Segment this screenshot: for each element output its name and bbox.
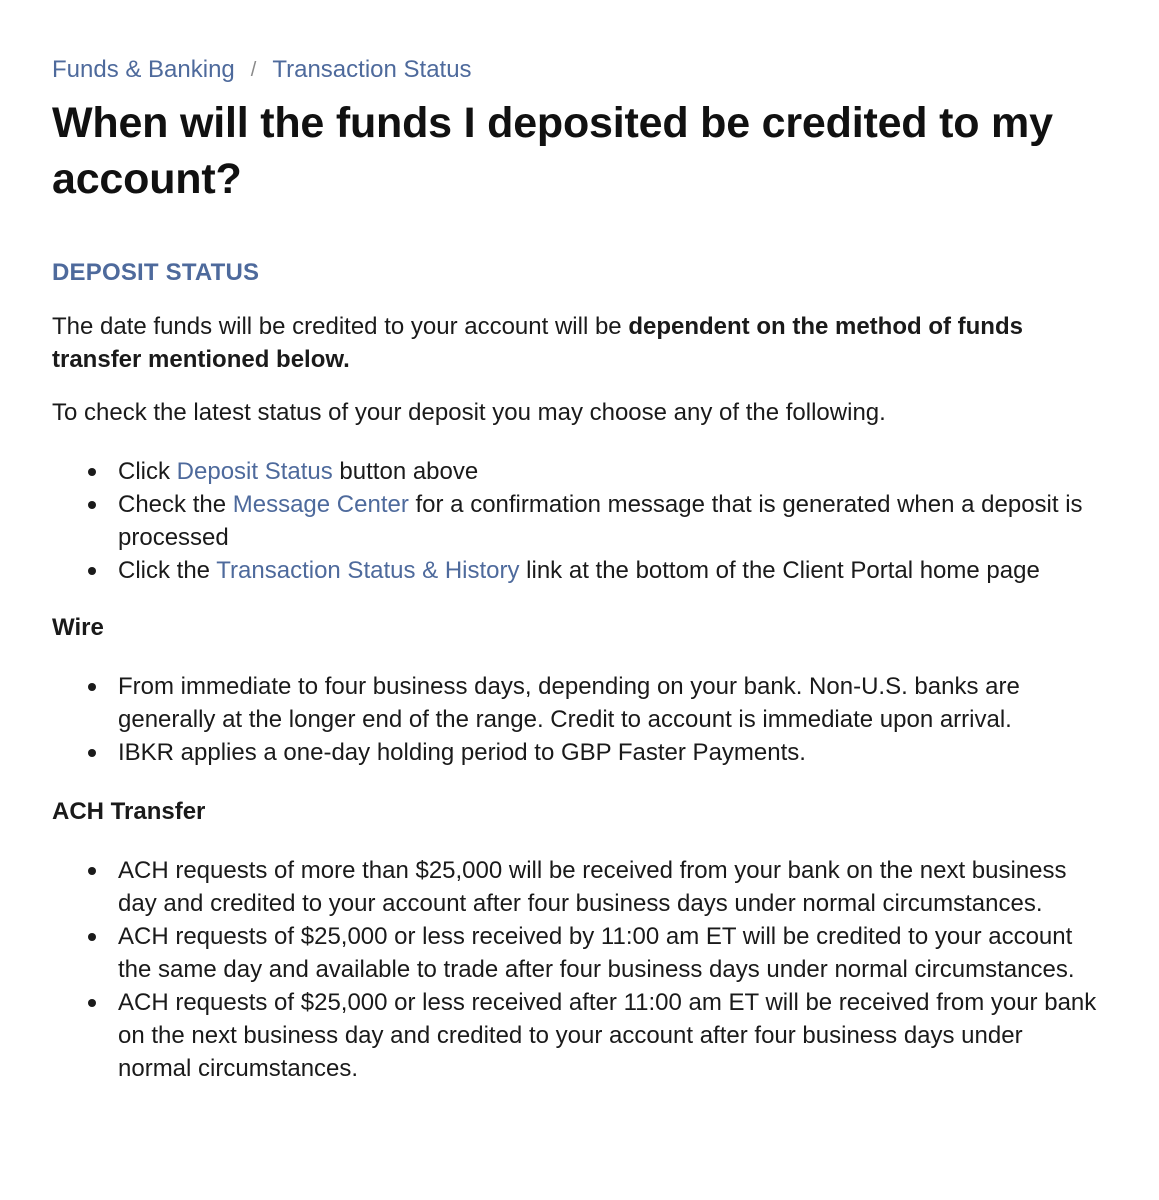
deposit-status-link[interactable]: Deposit Status [176, 458, 333, 485]
intro-text: The date funds will be credited to your account will be [52, 313, 629, 340]
breadcrumb [52, 53, 1099, 87]
breadcrumb-link-transaction-status[interactable]: Transaction Status [272, 56, 472, 83]
message-center-link[interactable]: Message Center [232, 491, 409, 518]
ach-transfer-heading: ACH Transfer [52, 798, 206, 825]
list-item-text: Click [118, 458, 177, 485]
list-item-text: button above [332, 458, 479, 485]
breadcrumb-separator: / [250, 59, 257, 81]
transaction-status-history-link[interactable]: Transaction Status & History [216, 557, 520, 584]
deposit-status-options-list [52, 455, 1099, 587]
wire-heading: Wire [52, 614, 104, 641]
list-item-text: Click the [118, 557, 217, 584]
list-item-text: Check the [118, 491, 233, 518]
list-item-text: for a confirmation message that is generated when a deposit is processed [118, 491, 1083, 551]
list-item: From immediate to four business days, depending on your bank. Non-U.S. banks are generally at the longer end of the range. Credit to account is immediate upon arrival. [118, 670, 1099, 736]
list-item: ACH requests of $25,000 or less received by 11:00 am ET will be credited to your account the same day and available to trade after four business days under normal circumstances. [118, 920, 1099, 986]
intro-bold-text: dependent on the method of funds transfer mentioned below. [52, 313, 1023, 373]
section-title-deposit-status: DEPOSIT STATUS [52, 259, 260, 286]
list-item [118, 455, 1099, 488]
list-item: ACH requests of more than $25,000 will be received from your bank on the next business day and credited to your account after four business days under normal circumstances. [118, 854, 1099, 920]
list-item [118, 554, 1099, 587]
list-item: ACH requests of $25,000 or less received after 11:00 am ET will be received from your bank on the next business day and credited to your account after four business days under normal circumstances. [118, 986, 1099, 1085]
list-item-text: link at the bottom of the Client Portal home page [519, 557, 1040, 584]
check-status-paragraph: To check the latest status of your deposit you may choose any of the following. [52, 399, 886, 426]
ach-transfer-list [52, 854, 1099, 1085]
intro-paragraph [52, 310, 1099, 376]
list-item [118, 488, 1099, 554]
wire-list [52, 670, 1099, 769]
page-title: When will the funds I deposited be credited to my account? [52, 99, 1053, 203]
breadcrumb-link-funds-banking[interactable]: Funds & Banking [52, 56, 235, 83]
list-item: IBKR applies a one-day holding period to GBP Faster Payments. [118, 736, 1099, 769]
